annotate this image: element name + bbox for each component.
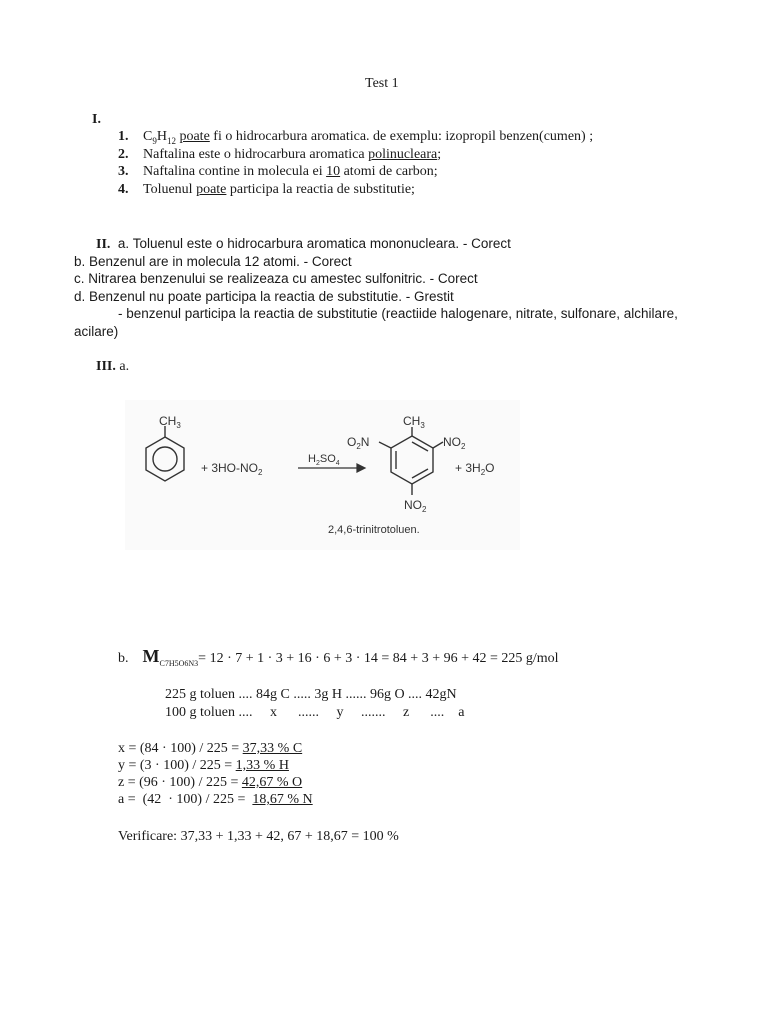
catalyst-label: $H_2SO_4$	[308, 453, 340, 467]
item-text: Toluenul	[143, 182, 197, 197]
scheme-background	[125, 400, 520, 550]
part-a-label: a.	[119, 359, 130, 374]
calc-expression: z = (96 · 100) / 225 =	[118, 775, 242, 790]
section-1-item-2	[118, 146, 441, 163]
formula-h-sub: 12	[166, 135, 176, 146]
item-number: 4.	[118, 182, 129, 197]
calc-result: 37,33 % C	[242, 741, 303, 756]
item-number: 2.	[118, 147, 129, 162]
reagent-label: + $3HO-NO_2$	[201, 461, 263, 477]
section-3-roman: III.	[96, 359, 116, 374]
calc-a	[118, 791, 313, 808]
section-2-line-a	[96, 235, 511, 253]
tnt-no2-bottom-label: $NO_2$	[404, 498, 427, 514]
section-3-heading	[96, 358, 129, 375]
explanation-line-1: - benzenul participa la reactia de substitutie (reactiide halogenare, nitrate, sulfonare, alchilare,	[118, 306, 678, 321]
item-text: Naftalina este o hidrocarbura aromatica	[143, 147, 369, 162]
calc-x	[118, 740, 302, 757]
calc-expression: y = (3 · 100) / 225 =	[118, 758, 236, 773]
toluene-ch3-label: $CH_3$	[159, 414, 181, 430]
calc-y	[118, 757, 289, 774]
calc-expression: a = (42 · 100) / 225 =	[118, 792, 253, 807]
item-number: 1.	[118, 129, 129, 144]
section-1-item-1	[118, 128, 593, 145]
molar-mass-symbol: M	[142, 646, 160, 666]
molar-mass-equation: = 12 · 7 + 1 · 3 + 16 · 6 + 3 · 14 = 84 + 3 + 96 + 42 = 225 g/mol	[198, 651, 559, 666]
underlined-word: poate	[179, 129, 210, 144]
molar-mass-formula: C7H5O6N3	[159, 658, 199, 668]
calc-z	[118, 774, 302, 791]
item-text: Naftalina contine in molecula ei	[143, 164, 327, 179]
tnt-ch3-label: $CH_3$	[403, 414, 425, 430]
tnt-o2n-label: $O_2N$	[347, 435, 370, 451]
underlined-word: polinucleara	[368, 147, 438, 162]
item-text-end: atomi de carbon;	[340, 164, 438, 179]
item-text-end: ;	[437, 147, 442, 162]
explanation-line-2: acilare)	[74, 324, 119, 339]
item-text: fi o hidrocarbura aromatica. de exemplu: izopropil benzen(cumen) ;	[209, 129, 594, 144]
calc-result: 18,67 % N	[252, 792, 313, 807]
section-1-item-3	[118, 163, 438, 180]
calc-expression: x = (84 · 100) / 225 =	[118, 741, 243, 756]
statement-a: a. Toluenul este o hidrocarbura aromatica mononucleara. - Corect	[117, 236, 511, 251]
section-1-heading: I.	[92, 112, 101, 127]
statement-c: c. Nitrarea benzenului se realizeaza cu amestec sulfonitric. - Corect	[74, 271, 478, 286]
formula-c-sub: 9	[152, 135, 157, 146]
underlined-word: poate	[196, 182, 227, 197]
product-caption: 2,4,6-trinitrotoluen.	[328, 524, 420, 536]
water-product-label: + $3H_2O$	[455, 461, 495, 477]
calc-result: 42,67 % O	[241, 775, 303, 790]
tnt-no2-right-label: $NO_2$	[443, 435, 466, 451]
section-2-heading: II.	[96, 237, 111, 252]
item-number: 3.	[118, 164, 129, 179]
underlined-word: 10	[326, 164, 341, 179]
molar-mass-line	[118, 648, 559, 667]
formula-c: C	[143, 129, 153, 144]
formula-h: H	[156, 129, 167, 144]
proportion-line-1: 225 g toluen .... 84g C ..... 3g H ...... 96g O .... 42gN	[165, 687, 457, 702]
verification-line: Verificare: 37,33 + 1,33 + 42, 67 + 18,67 = 100 %	[118, 829, 399, 844]
document-title: Test 1	[365, 76, 399, 91]
statement-d: d. Benzenul nu poate participa la reactia de substitutie. - Grestit	[74, 289, 454, 304]
calc-result: 1,33 % H	[235, 758, 289, 773]
nitration-reaction-scheme	[125, 400, 520, 550]
item-text-end: participa la reactia de substitutie;	[226, 182, 415, 197]
section-1-item-4	[118, 181, 415, 198]
proportion-line-2: 100 g toluen .... x ...... y ....... z .... a	[165, 705, 465, 720]
part-b-label: b.	[118, 651, 129, 666]
statement-b: b. Benzenul are in molecula 12 atomi. - Corect	[74, 254, 352, 269]
